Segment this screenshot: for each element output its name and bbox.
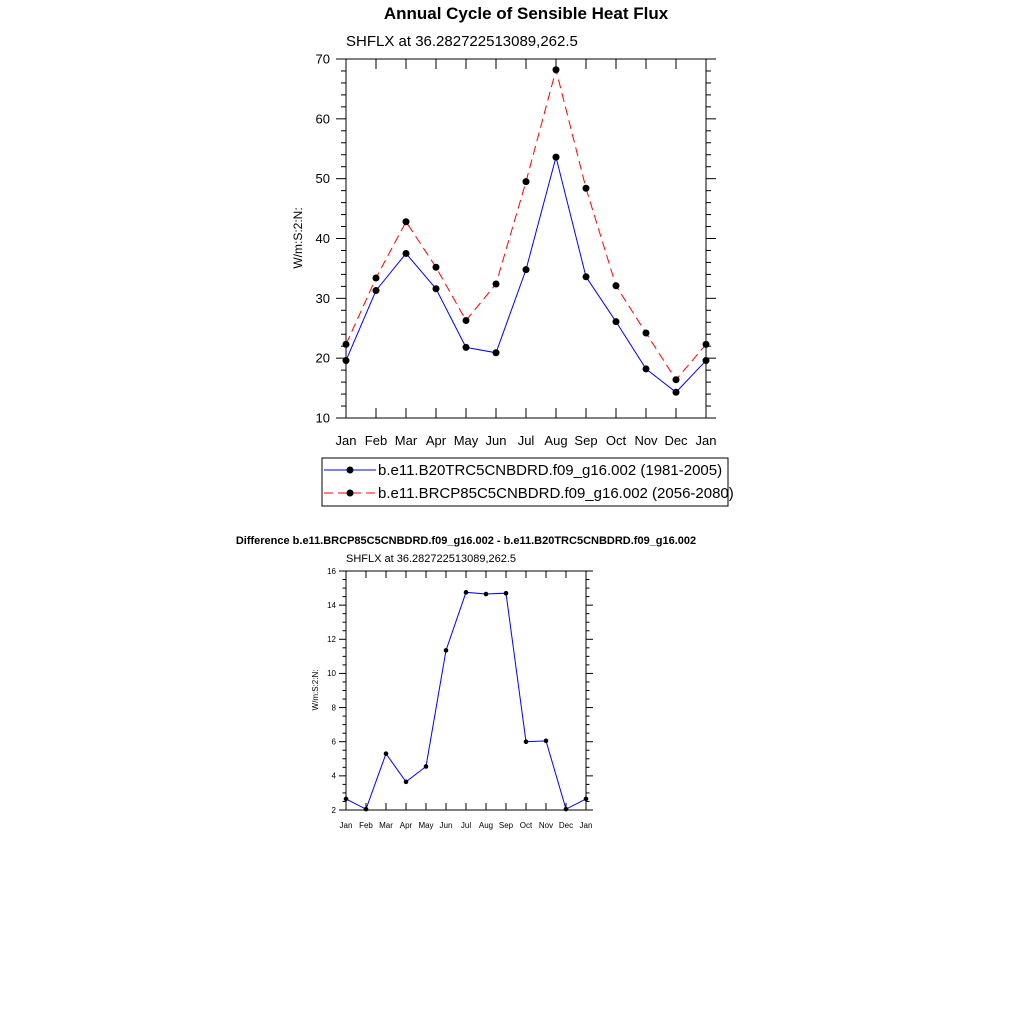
axis-ticks bbox=[336, 59, 716, 418]
tick-labels bbox=[316, 52, 717, 448]
difference-chart-subtitle: SHFLX at 36.282722513089,262.5 bbox=[346, 553, 517, 565]
legend-marker-series-1 bbox=[347, 467, 354, 474]
y-tick-label: 2 bbox=[331, 805, 336, 815]
y-tick-label: 16 bbox=[327, 566, 336, 576]
data-point-series-2 bbox=[613, 282, 620, 289]
y-tick-label: 8 bbox=[331, 703, 336, 713]
y-tick-label: 20 bbox=[315, 350, 330, 366]
data-point-series-1 bbox=[403, 250, 410, 257]
y-tick-label: 4 bbox=[331, 771, 336, 781]
data-point-series-2 bbox=[523, 178, 530, 185]
x-tick-label: Dec bbox=[664, 433, 688, 448]
difference-tick-labels bbox=[327, 567, 592, 830]
x-tick-label: Dec bbox=[558, 821, 574, 830]
data-point-series-1 bbox=[433, 285, 440, 292]
y-tick-label: 30 bbox=[315, 290, 330, 306]
data-point-series-2 bbox=[433, 264, 440, 271]
x-tick-label: Jun bbox=[485, 433, 507, 448]
difference-y-axis-label: W/m:S:2:N: bbox=[311, 669, 320, 711]
data-point-series-1 bbox=[544, 739, 549, 744]
data-point-series-2 bbox=[343, 341, 350, 348]
x-tick-label: Aug bbox=[478, 821, 494, 830]
x-tick-label: Jan bbox=[695, 433, 717, 448]
data-point-series-1 bbox=[493, 349, 500, 356]
data-point-series-1 bbox=[524, 739, 529, 744]
data-point-series-1 bbox=[564, 807, 569, 812]
y-tick-label: 40 bbox=[315, 231, 330, 247]
data-point-series-1 bbox=[584, 797, 589, 802]
data-point-series-2 bbox=[493, 280, 500, 287]
data-point-series-1 bbox=[504, 591, 509, 596]
x-tick-label: Mar bbox=[394, 433, 418, 448]
y-tick-label: 10 bbox=[327, 669, 336, 679]
difference-chart-title: Difference b.e11.BRCP85C5CNBDRD.f09_g16.002 - b.e11.B20TRC5CNBDRD.f09_g16.002 bbox=[235, 535, 697, 547]
legend-label-series-2: b.e11.BRCP85C5CNBDRD.f09_g16.002 (2056-2080) bbox=[378, 485, 734, 502]
legend-marker-series-2 bbox=[347, 490, 354, 497]
data-point-series-1 bbox=[344, 797, 349, 802]
x-tick-label: Aug bbox=[544, 433, 568, 448]
data-point-series-1 bbox=[673, 389, 680, 396]
x-tick-label: Feb bbox=[359, 821, 373, 830]
data-point-series-2 bbox=[463, 317, 470, 324]
x-tick-label: Jun bbox=[439, 821, 453, 830]
x-tick-label: Apr bbox=[425, 433, 447, 448]
data-point-series-2 bbox=[553, 66, 560, 73]
data-point-series-1 bbox=[373, 287, 380, 294]
data-point-series-1 bbox=[643, 365, 650, 372]
data-point-series-1 bbox=[703, 357, 710, 364]
x-tick-label: May bbox=[453, 433, 479, 448]
data-point-series-2 bbox=[373, 274, 380, 281]
data-point-series-1 bbox=[613, 318, 620, 325]
y-tick-label: 10 bbox=[315, 410, 330, 426]
x-tick-label: Jul bbox=[517, 433, 535, 448]
x-tick-label: Oct bbox=[519, 821, 533, 830]
difference-plot-frame bbox=[346, 571, 586, 810]
x-tick-label: Sep bbox=[574, 433, 598, 448]
y-tick-label: 50 bbox=[315, 171, 330, 187]
x-tick-label: Jan bbox=[579, 821, 593, 830]
series-line-1 bbox=[346, 157, 706, 392]
data-point-series-2 bbox=[643, 330, 650, 337]
legend-label-series-1: b.e11.B20TRC5CNBDRD.f09_g16.002 (1981-2005) bbox=[378, 462, 723, 479]
data-point-series-1 bbox=[463, 344, 470, 351]
series-lines bbox=[346, 70, 706, 393]
x-tick-label: Oct bbox=[605, 433, 627, 448]
data-point-series-2 bbox=[703, 341, 710, 348]
plot-frame bbox=[346, 59, 706, 418]
data-point-series-2 bbox=[673, 376, 680, 383]
data-point-series-2 bbox=[403, 218, 410, 225]
data-point-series-2 bbox=[583, 185, 590, 192]
x-tick-label: Mar bbox=[379, 821, 393, 830]
data-point-series-1 bbox=[364, 807, 369, 812]
data-point-series-1 bbox=[424, 764, 429, 769]
series-line-1 bbox=[346, 592, 586, 809]
data-point-series-1 bbox=[384, 751, 389, 756]
series-line-2 bbox=[346, 70, 706, 380]
x-tick-label: Apr bbox=[399, 821, 413, 830]
data-point-series-1 bbox=[484, 592, 489, 597]
difference-series-lines bbox=[346, 592, 586, 809]
x-tick-label: May bbox=[418, 821, 434, 830]
x-tick-label: Jul bbox=[460, 821, 472, 830]
data-point-series-1 bbox=[343, 357, 350, 364]
data-point-series-1 bbox=[583, 273, 590, 280]
x-tick-label: Jan bbox=[339, 821, 353, 830]
y-tick-label: 6 bbox=[331, 737, 336, 747]
chart-title: Annual Cycle of Sensible Heat Flux bbox=[383, 4, 669, 23]
y-tick-label: 70 bbox=[315, 51, 330, 67]
legend bbox=[322, 458, 734, 506]
x-tick-label: Sep bbox=[498, 821, 514, 830]
chart-subtitle: SHFLX at 36.282722513089,262.5 bbox=[346, 33, 578, 50]
annual-cycle-chart bbox=[291, 4, 734, 506]
x-tick-label: Nov bbox=[538, 821, 554, 830]
data-point-series-1 bbox=[553, 154, 560, 161]
x-tick-label: Jan bbox=[335, 433, 357, 448]
y-tick-label: 12 bbox=[327, 635, 336, 645]
difference-chart bbox=[236, 535, 696, 830]
y-tick-label: 60 bbox=[315, 111, 330, 127]
x-tick-label: Feb bbox=[364, 433, 388, 448]
data-point-series-1 bbox=[464, 590, 469, 595]
y-axis-label: W/m:S:2:N: bbox=[291, 207, 305, 269]
difference-axis-ticks bbox=[339, 571, 593, 810]
y-tick-label: 14 bbox=[327, 600, 336, 610]
difference-series-points bbox=[344, 590, 589, 811]
data-point-series-1 bbox=[523, 266, 530, 273]
x-tick-label: Nov bbox=[634, 433, 658, 448]
data-point-series-1 bbox=[444, 648, 449, 653]
data-point-series-1 bbox=[404, 780, 409, 785]
